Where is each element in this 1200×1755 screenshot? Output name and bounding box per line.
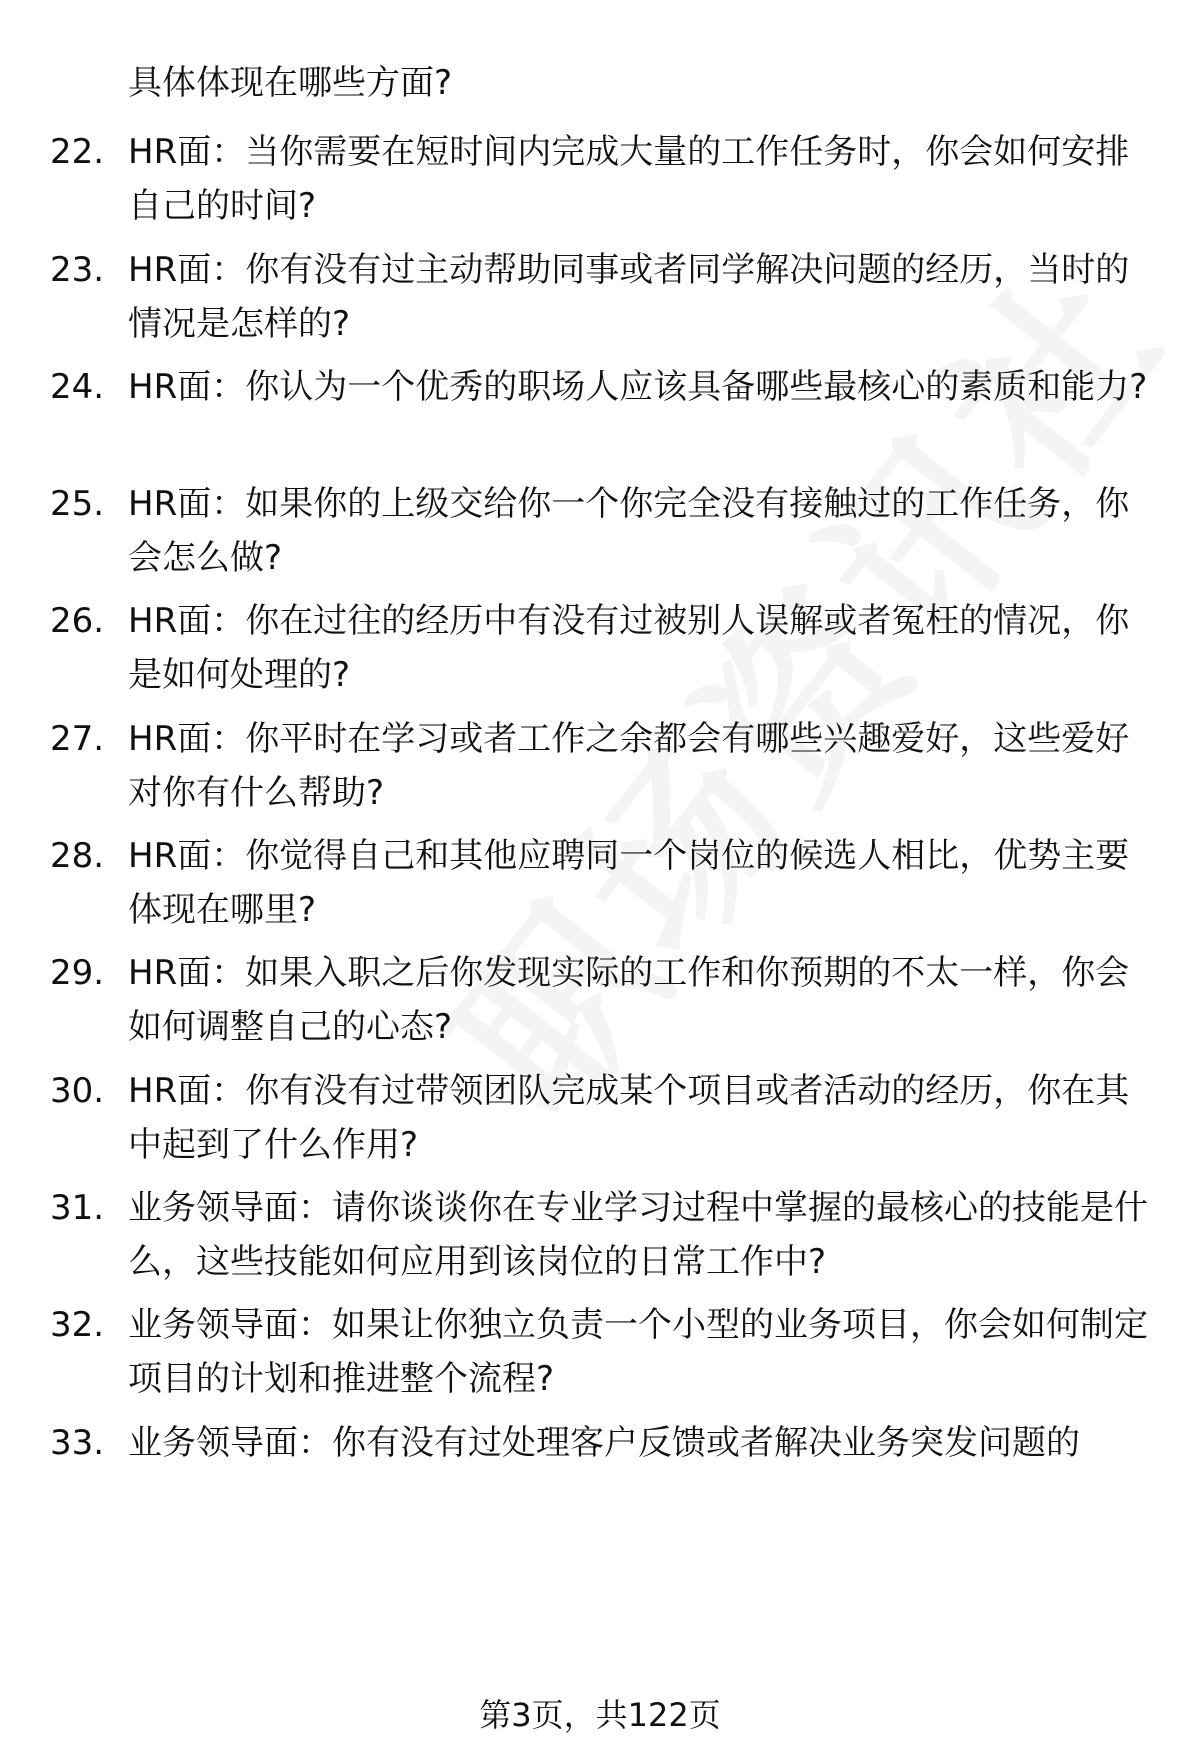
question-number: 24. bbox=[50, 367, 105, 407]
question-text: HR面：如果入职之后你发现实际的工作和你预期的不太一样，你会如何调整自己的心态? bbox=[128, 953, 1130, 1047]
question-number: 26. bbox=[50, 601, 105, 641]
question-number: 30. bbox=[50, 1071, 105, 1111]
question-text: HR面：你有没有过主动帮助同事或者同学解决问题的经历，当时的情况是怎样的? bbox=[128, 250, 1130, 344]
question-text: HR面：如果你的上级交给你一个你完全没有接触过的工作任务，你会怎么做? bbox=[128, 484, 1130, 578]
question-text: 业务领导面：如果让你独立负责一个小型的业务项目，你会如何制定项目的计划和推进整个流程? bbox=[128, 1305, 1148, 1399]
question-number: 28. bbox=[50, 836, 105, 876]
question-text: HR面：你认为一个优秀的职场人应该具备哪些最核心的素质和能力? bbox=[128, 367, 1148, 407]
question-text: 业务领导面：请你谈谈你在专业学习过程中掌握的最核心的技能是什么，这些技能如何应用到该岗位的日常工作中? bbox=[128, 1188, 1148, 1282]
question-number: 25. bbox=[50, 484, 105, 524]
question-number: 23. bbox=[50, 250, 105, 290]
question-number: 33. bbox=[50, 1423, 105, 1463]
question-number: 31. bbox=[50, 1188, 105, 1228]
continuation-text: 具体体现在哪些方面? bbox=[128, 63, 453, 103]
question-text: HR面：你平时在学习或者工作之余都会有哪些兴趣爱好，这些爱好对你有什么帮助? bbox=[128, 719, 1130, 813]
question-number: 22. bbox=[50, 132, 105, 172]
question-text: 业务领导面：你有没有过处理客户反馈或者解决业务突发问题的 bbox=[128, 1423, 1080, 1463]
question-text: HR面：你觉得自己和其他应聘同一个岗位的候选人相比，优势主要体现在哪里? bbox=[128, 836, 1130, 930]
question-number: 27. bbox=[50, 719, 105, 759]
question-text: HR面：你有没有过带领团队完成某个项目或者活动的经历，你在其中起到了什么作用? bbox=[128, 1071, 1130, 1165]
question-text: HR面：当你需要在短时间内完成大量的工作任务时，你会如何安排自己的时间? bbox=[128, 132, 1130, 226]
question-number: 32. bbox=[50, 1305, 105, 1345]
question-text: HR面：你在过往的经历中有没有过被别人误解或者冤枉的情况，你是如何处理的? bbox=[128, 601, 1130, 695]
question-number: 29. bbox=[50, 953, 105, 993]
page-footer: 第3页，共122页 bbox=[479, 1696, 721, 1734]
